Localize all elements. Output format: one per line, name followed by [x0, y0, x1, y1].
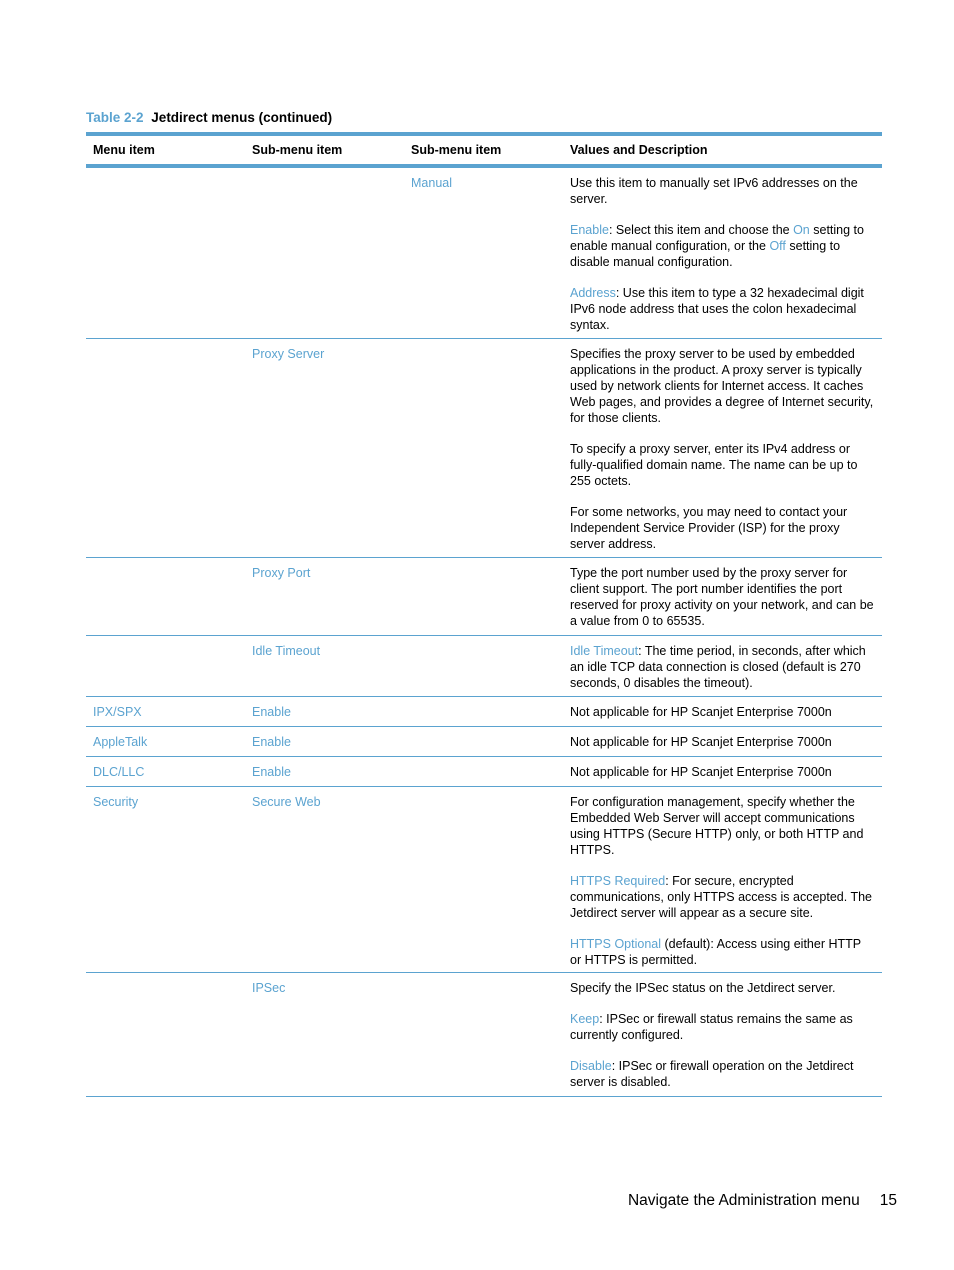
description-text: Specify the IPSec status on the Jetdirect server. [570, 981, 836, 995]
cell-description [563, 636, 882, 696]
description-text [570, 643, 874, 691]
cell-description [563, 168, 882, 338]
cell-description [563, 757, 882, 786]
table-title: Jetdirect menus (continued) [151, 110, 333, 125]
ipx-enable-link[interactable]: Enable [252, 705, 291, 719]
on-link[interactable]: On [793, 223, 810, 237]
table-row [86, 787, 882, 973]
description-text [570, 285, 874, 333]
proxy-server-link[interactable]: Proxy Server [252, 347, 325, 361]
appletalk-link[interactable]: AppleTalk [93, 735, 148, 749]
description-text: Not applicable for HP Scanjet Enterprise 7000n [570, 765, 832, 779]
table-row [86, 727, 882, 757]
cell-menu-item [86, 973, 245, 1096]
ipx-spx-link[interactable]: IPX/SPX [93, 705, 142, 719]
table-row [86, 168, 882, 339]
text-fragment: : For secure, encrypted communications, only HTTPS access is accepted. The Jetdirect server will appear as a secure site. [570, 874, 872, 920]
header-submenu-item-1: Sub-menu item [252, 143, 343, 157]
idle-timeout-term-link[interactable]: Idle Timeout [570, 644, 639, 658]
description-text [570, 936, 874, 968]
text-fragment: setting to disable manual configuration. [570, 239, 841, 269]
description-text [570, 1011, 874, 1043]
description-text [570, 1058, 874, 1090]
table-caption [86, 110, 332, 125]
table-header-row [86, 132, 882, 168]
cell-description [563, 697, 882, 726]
table-row [86, 636, 882, 697]
table-row [86, 339, 882, 558]
cell-submenu-item [404, 727, 563, 756]
header-submenu-item-2: Sub-menu item [411, 143, 502, 157]
description-text: Type the port number used by the proxy server for client support. The port number identifies the port reserved for proxy activity on your network, and can be a value from 0 to 65535. [570, 566, 874, 628]
address-link[interactable]: Address [570, 286, 616, 300]
cell-submenu-item [245, 168, 404, 338]
description-text: Specifies the proxy server to be used by embedded applications in the product. A proxy server is typically used by network clients for Internet access. It caches Web pages, and provides a degree of Internet security, for those clients. [570, 347, 874, 425]
cell-submenu-item [404, 697, 563, 726]
footer-section-title: Navigate the Administration menu [627, 1192, 860, 1209]
https-optional-link[interactable]: HTTPS Optional [570, 937, 662, 951]
description-text: For some networks, you may need to contact your Independent Service Provider (ISP) for the proxy server address. [570, 505, 848, 551]
table-row [86, 973, 882, 1097]
cell-submenu-item [404, 973, 563, 1096]
appletalk-enable-link[interactable]: Enable [252, 735, 291, 749]
description-text: Use this item to manually set IPv6 addresses on the server. [570, 176, 858, 206]
secure-web-link[interactable]: Secure Web [252, 795, 321, 809]
table-row [86, 558, 882, 636]
off-link[interactable]: Off [769, 239, 786, 253]
cell-menu-item [86, 168, 245, 338]
jetdirect-menus-table [86, 132, 882, 1097]
proxy-port-link[interactable]: Proxy Port [252, 566, 311, 580]
header-menu-item: Menu item [93, 143, 155, 157]
text-fragment: : IPSec or firewall status remains the same as currently configured. [570, 1012, 853, 1042]
description-text: To specify a proxy server, enter its IPv4 address or fully-qualified domain name. The name can be up to 255 octets. [570, 442, 858, 488]
header-values-description: Values and Description [570, 143, 708, 157]
text-fragment: : The time period, in seconds, after which an idle TCP data connection is closed (default is 270 seconds, 0 disables the timeout). [570, 644, 866, 690]
cell-submenu-item [404, 757, 563, 786]
keep-link[interactable]: Keep [570, 1012, 600, 1026]
table-row [86, 757, 882, 787]
text-fragment: (default): Access using either HTTP or HTTPS is permitted. [570, 937, 861, 967]
manual-link[interactable]: Manual [411, 176, 452, 190]
https-required-link[interactable]: HTTPS Required [570, 874, 666, 888]
cell-description [563, 339, 882, 557]
enable-link[interactable]: Enable [570, 223, 609, 237]
text-fragment: : IPSec or firewall operation on the Jetdirect server is disabled. [570, 1059, 854, 1089]
page-footer [628, 1192, 897, 1210]
cell-submenu-item [404, 558, 563, 635]
dlc-llc-link[interactable]: DLC/LLC [93, 765, 145, 779]
text-fragment: setting to enable manual configuration, or the [570, 223, 864, 253]
cell-description [563, 727, 882, 756]
security-link[interactable]: Security [93, 795, 139, 809]
disable-link[interactable]: Disable [570, 1059, 612, 1073]
cell-description [563, 787, 882, 972]
cell-submenu-item [404, 787, 563, 972]
text-fragment: : Use this item to type a 32 hexadecimal digit IPv6 node address that uses the colon hexadecimal syntax. [570, 286, 864, 332]
cell-submenu-item [404, 636, 563, 696]
cell-submenu-item [404, 339, 563, 557]
cell-description [563, 558, 882, 635]
description-text: For configuration management, specify whether the Embedded Web Server will accept communications using HTTPS (Secure HTTP) only, or both HTTP and HTTPS. [570, 795, 864, 857]
idle-timeout-link[interactable]: Idle Timeout [252, 644, 321, 658]
table-row [86, 697, 882, 727]
description-text: Not applicable for HP Scanjet Enterprise 7000n [570, 735, 832, 749]
cell-description [563, 973, 882, 1096]
ipsec-link[interactable]: IPSec [252, 981, 286, 995]
page-number: 15 [879, 1192, 897, 1209]
dlc-enable-link[interactable]: Enable [252, 765, 291, 779]
description-text [570, 873, 874, 921]
description-text [570, 222, 874, 270]
cell-menu-item [86, 339, 245, 557]
text-fragment: : Select this item and choose the [608, 223, 794, 237]
table-number: Table 2-2 [86, 110, 144, 125]
cell-menu-item [86, 636, 245, 696]
cell-menu-item [86, 558, 245, 635]
description-text: Not applicable for HP Scanjet Enterprise 7000n [570, 705, 832, 719]
